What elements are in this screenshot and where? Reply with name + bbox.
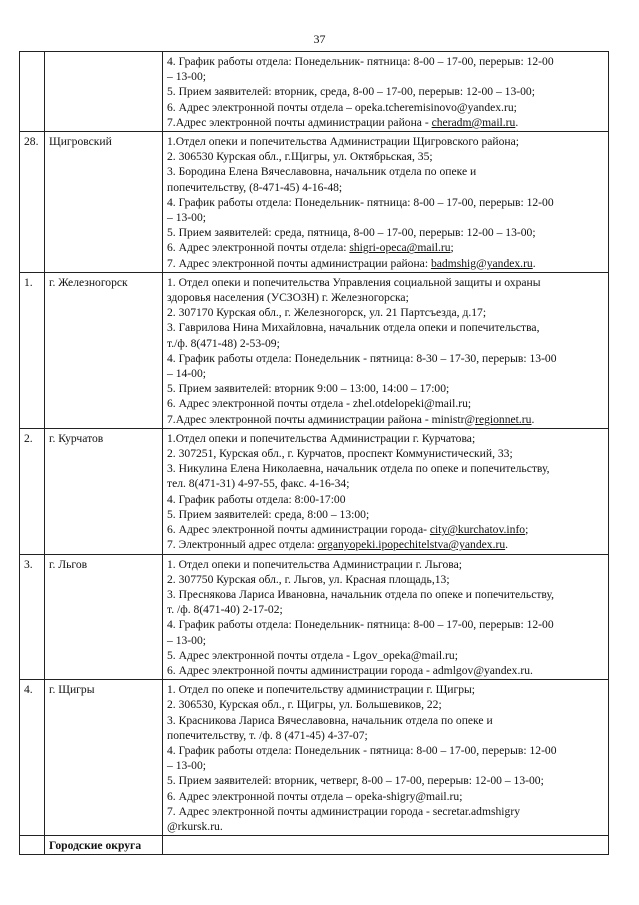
detail-line: 4. График работы отдела: Понедельник - пятница: 8-30 – 17-30, перерыв: 13-00 — [167, 351, 557, 365]
empty-cell — [20, 836, 45, 855]
detail-line: тел. 8(471-31) 4-97-55, факс. 4-16-34; — [167, 477, 350, 491]
detail-line: попечительству, (8-471-45) 4-16-48; — [167, 180, 343, 194]
table-row — [20, 680, 609, 836]
detail-line: 2. 306530 Курская обл., г.Щигры, ул. Октябрьская, 35; — [167, 150, 433, 164]
detail-line: 3. Красникова Лариса Вячеславовна, начальник отдела по опеке и — [167, 713, 493, 727]
detail-line: 2. 307170 Курская обл., г. Железногорск, ул. 21 Партсъезда, д.17; — [167, 306, 487, 320]
detail-line: 3. Бородина Елена Вячеславовна, начальник отдела по опеке и — [167, 165, 477, 179]
detail-line: 4. График работы отдела: Понедельник - пятница: 8-00 – 17-00, перерыв: 12-00 — [167, 743, 557, 757]
email-link[interactable]: cheradm@mail.ru — [431, 115, 516, 129]
detail-line — [167, 115, 604, 130]
detail-line: 6. Адрес электронной почты администрации города - admlgov@yandex.ru. — [167, 663, 533, 677]
detail-line: – 13-00; — [167, 211, 206, 225]
detail-text: 7. Электронный адрес отдела: — [167, 538, 318, 552]
row-number: 3. — [20, 554, 45, 680]
row-number — [20, 52, 45, 132]
detail-line: попечительству, т. /ф. 8 (471-45) 4-37-07; — [167, 728, 368, 742]
office-details — [163, 680, 609, 836]
detail-line: 5. Прием заявителей: вторник 9:00 – 13:00, 14:00 – 17:00; — [167, 382, 450, 396]
table-row — [20, 132, 609, 273]
detail-line: 6. Адрес электронной почты отдела – opeka-shigry@mail.ru; — [167, 789, 463, 803]
detail-line: 4. График работы отдела: Понедельник- пятница: 8-00 – 17-00, перерыв: 12-00 — [167, 55, 554, 68]
district-name: г. Льгов — [45, 554, 163, 680]
detail-line: 5. Прием заявителей: вторник, среда, 8-00 – 17-00, перерыв: 12-00 – 13-00; — [167, 85, 535, 99]
row-number: 28. — [20, 132, 45, 273]
district-name: г. Щигры — [45, 680, 163, 836]
detail-line: 6. Адрес электронной почты отдела – opeka.tcheremisinovo@yandex.ru; — [167, 100, 517, 114]
detail-line — [167, 412, 604, 427]
detail-line: 2. 307750 Курская обл., г. Льгов, ул. Красная площадь,13; — [167, 572, 450, 586]
detail-line: 3. Преснякова Лариса Ивановна, начальник отдела по опеке и попечительству, — [167, 587, 555, 601]
office-details — [163, 132, 609, 273]
district-name: г. Железногорск — [45, 272, 163, 428]
detail-line: – 13-00; — [167, 759, 206, 773]
district-name — [45, 52, 163, 132]
office-details — [163, 554, 609, 680]
detail-line — [167, 522, 604, 537]
row-number: 4. — [20, 680, 45, 836]
detail-line: т. /ф. 8(471-40) 2-17-02; — [167, 603, 283, 617]
registry-rows — [20, 52, 609, 855]
detail-text: . — [532, 256, 536, 270]
email-link[interactable]: city@kurchatov.info — [429, 523, 526, 537]
detail-line: 2. 307251, Курская обл., г. Курчатов, проспект Коммунистический, 33; — [167, 447, 513, 461]
detail-line: @rkursk.ru. — [167, 819, 223, 833]
detail-line: 2. 306530, Курская обл., г. Щигры, ул. Большевиков, 22; — [167, 698, 442, 712]
detail-text: ; — [450, 241, 454, 255]
detail-text: 6. Адрес электронной почты администрации города- — [167, 523, 430, 537]
detail-line: 1. Отдел по опеке и попечительству администрации г. Щигры; — [167, 683, 476, 697]
detail-line — [167, 537, 604, 552]
detail-text: ; — [525, 523, 529, 537]
table-row — [20, 428, 609, 554]
office-details — [163, 52, 609, 132]
page-number: 37 — [313, 32, 326, 46]
district-name: Щигровский — [45, 132, 163, 273]
detail-line: – 14-00; — [167, 367, 206, 381]
section-heading-row — [20, 836, 609, 855]
detail-line: 4. График работы отдела: Понедельник- пятница: 8-00 – 17-00, перерыв: 12-00 — [167, 618, 554, 632]
detail-line: 1. Отдел опеки и попечительства Администрации г. Льгова; — [167, 557, 462, 571]
detail-text: . — [515, 115, 519, 129]
detail-line: 5. Прием заявителей: среда, пятница, 8-00 – 17-00, перерыв: 12-00 – 13-00; — [167, 226, 536, 240]
detail-line: 5. Адрес электронной почты отдела - Lgov_opeka@mail.ru; — [167, 648, 458, 662]
detail-line: 6. Адрес электронной почты отдела - zhel.otdelopeki@mail.ru; — [167, 397, 472, 411]
office-details — [163, 428, 609, 554]
detail-line: здоровья населения (УСЗОЗН) г. Железногорска; — [167, 291, 409, 305]
section-heading: Городские округа — [45, 836, 163, 855]
detail-line: – 13-00; — [167, 633, 206, 647]
email-link[interactable]: organyopeki.ipopechitelstva@yandex.ru — [317, 538, 506, 552]
empty-cell — [163, 836, 609, 855]
detail-text: 7.Адрес электронной почты администрации района - — [167, 115, 432, 129]
email-link[interactable]: shigri-opeca@mail.ru — [349, 241, 451, 255]
email-link[interactable]: badmshig@yandex.ru — [430, 256, 533, 270]
registry-table — [19, 51, 609, 855]
table-row — [20, 272, 609, 428]
detail-line — [167, 240, 604, 255]
email-link[interactable]: regionnet.ru — [475, 412, 532, 426]
detail-text: . — [531, 412, 535, 426]
detail-line: 1.Отдел опеки и попечительства Администрации Щигровского района; — [167, 135, 520, 149]
detail-text: 7.Адрес электронной почты администрации района - ministr@ — [167, 412, 476, 426]
table-row — [20, 554, 609, 680]
row-number: 2. — [20, 428, 45, 554]
district-name: г. Курчатов — [45, 428, 163, 554]
detail-line: 1.Отдел опеки и попечительства Администрации г. Курчатова; — [167, 431, 476, 445]
detail-line: 5. Прием заявителей: среда, 8:00 – 13:00; — [167, 507, 370, 521]
detail-line: 3. Гаврилова Нина Михайловна, начальник отдела опеки и попечительства, — [167, 321, 540, 335]
detail-line: 4. График работы отдела: Понедельник- пятница: 8-00 – 17-00, перерыв: 12-00 — [167, 195, 554, 209]
detail-line: 7. Адрес электронной почты администрации города - secretar.admshigry — [167, 804, 520, 818]
detail-line — [167, 256, 604, 271]
detail-line: 1. Отдел опеки и попечительства Управления социальной защиты и охраны — [167, 275, 541, 289]
office-details — [163, 272, 609, 428]
table-row — [20, 52, 609, 132]
detail-line: – 13-00; — [167, 70, 206, 84]
detail-text: 7. Адрес электронной почты администрации района: — [167, 256, 431, 270]
detail-line: т./ф. 8(471-48) 2-53-09; — [167, 336, 280, 350]
detail-line: 5. Прием заявителей: вторник, четверг, 8-00 – 17-00, перерыв: 12-00 – 13-00; — [167, 774, 544, 788]
detail-line: 4. График работы отдела: 8:00-17:00 — [167, 492, 346, 506]
detail-text: . — [505, 538, 509, 552]
detail-line: 3. Никулина Елена Николаевна, начальник отдела по опеке и попечительству, — [167, 462, 550, 476]
detail-text: 6. Адрес электронной почты отдела: — [167, 241, 350, 255]
row-number: 1. — [20, 272, 45, 428]
